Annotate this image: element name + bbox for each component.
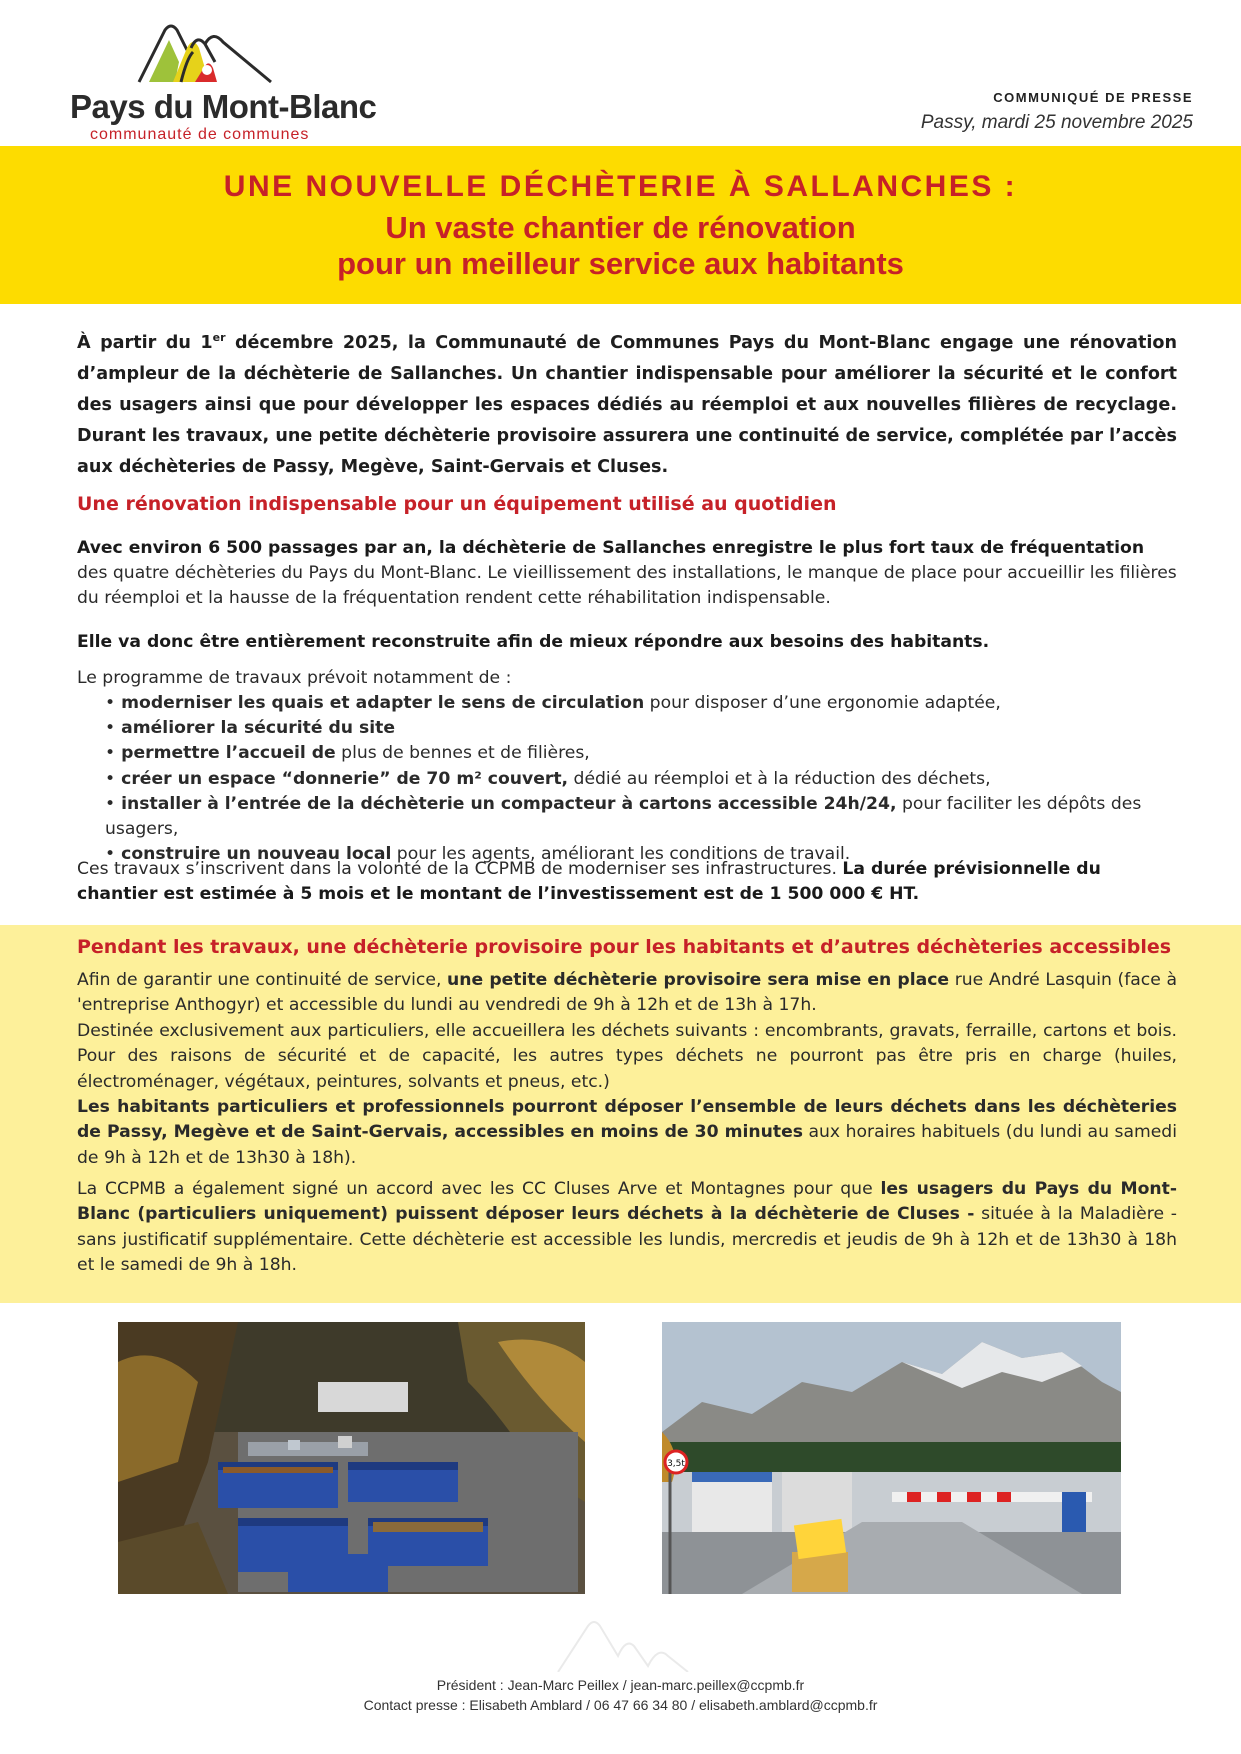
press-release-label: COMMUNIQUÉ DE PRESSE (993, 90, 1193, 105)
subtitle-line-1: Un vaste chantier de rénovation (385, 210, 856, 245)
subtitle-line-2: pour un meilleur service aux habitants (337, 246, 904, 281)
section-heading-temporary: Pendant les travaux, une déchèterie provisoire pour les habitants et d’autres déchèteries accessibles (77, 936, 1172, 958)
logo (70, 22, 377, 143)
list-item: • améliorer la sécurité du site (105, 716, 1195, 741)
works-list (105, 691, 1195, 867)
paragraph-reconstruction: Elle va donc être entièrement reconstruite afin de mieux répondre aux besoins des habitants. (77, 632, 990, 652)
main-title: UNE NOUVELLE DÉCHÈTERIE À SALLANCHES : (223, 170, 1018, 203)
list-item: • créer un espace “donnerie” de 70 m² couvert, dédié au réemploi et à la réduction des déchets, (105, 767, 1195, 792)
photo-site-entrance (662, 1322, 1121, 1594)
list-item: • moderniser les quais et adapter le sens de circulation pour disposer d’une ergonomie adaptée, (105, 691, 1195, 716)
paragraph-cluses-agreement: La CCPMB a également signé un accord avec les CC Cluses Arve et Montagnes pour que les usagers du Pays du Mont-Blanc (particuliers uniquement) puissent déposer leurs déchets à la déchèterie de Cluses - située à la Maladière - sans justificatif supplémentaire. Cette déchèterie est accessible les lundis, mercredis et jeudis de 9h à 12h et de 13h30 à 18h et le samedi de 9h à 18h. (77, 1179, 1178, 1276)
photo-waste-site-aerial (118, 1322, 585, 1594)
weight-limit-sign: 3,5t (667, 1459, 685, 1469)
section-heading-renovation: Une rénovation indispensable pour un équipement utilisé au quotidien (77, 493, 837, 515)
footer-president: Président : Jean-Marc Peillex / jean-marc.peillex@ccpmb.fr (436, 1677, 805, 1693)
list-item: • installer à l’entrée de la déchèterie un compacteur à cartons accessible 24h/24, pour faciliter les dépôts des usagers, (105, 792, 1195, 842)
logo-subtitle: communauté de communes (90, 126, 310, 143)
paragraph-programme-intro: Le programme de travaux prévoit notamment de : (77, 668, 512, 688)
watermark-mountains-icon (548, 1616, 698, 1672)
logo-name: Pays du Mont-Blanc (70, 88, 377, 125)
list-item: • permettre l’accueil de plus de bennes et de filières, (105, 741, 1195, 766)
title-banner (0, 146, 1241, 304)
paragraph-budget: Ces travaux s’inscrivent dans la volonté de la CCPMB de moderniser ses infrastructures. La durée prévisionnelle du chantier est estimée à 5 mois et le montant de l’investissement est de 1 500 000 € HT. (77, 859, 1101, 904)
footer-press-contact: Contact presse : Elisabeth Amblard / 06 47 66 34 80 / elisabeth.amblard@ccpmb.fr (363, 1697, 878, 1713)
paragraph-temporary-site: Afin de garantir une continuité de service, une petite déchèterie provisoire sera mise en place rue André Lasquin (face à 'entreprise Anthogyr) et accessible du lundi au vendredi de 9h à 12h et de 13h à 17h. Destinée exclusivement aux particuliers, elle accueillera les déchets suivants : encombrants, gravats, ferraille, cartons et bois. Pour des raisons de sécurité et de capacité, les autres types déchets ne pourront pas être pris en charge (huiles, électroménager, végétaux, peintures, solvants et pneus, etc.) Les habitants particuliers et professionnels pourront déposer l’ensemble de leurs déchets dans les déchèteries de Passy, Megève et de Saint-Gervais, accessibles en moins de 30 minutes aux horaires habituels (du lundi au samedi de 9h à 12h et de 13h30 à 18h). (77, 970, 1177, 1168)
intro-paragraph: À partir du 1er décembre 2025, la Communauté de Communes Pays du Mont-Blanc engage une rénovation d’ampleur de la déchèterie de Sallanches. Un chantier indispensable pour améliorer la sécurité et le confort des usagers ainsi que pour développer les espaces dédiés au réemploi et aux nouvelles filières de recyclage. Durant les travaux, une petite déchèterie provisoire assurera une continuité de service, complétée par l’accès aux déchèteries de Passy, Megève, Saint-Gervais et Cluses. (77, 331, 1177, 477)
press-date: Passy, mardi 25 novembre 2025 (920, 112, 1193, 133)
mountains-logo-icon (135, 22, 275, 84)
list-item: • construire un nouveau local pour les agents, améliorant les conditions de travail. (105, 842, 1195, 867)
paragraph-frequentation: Avec environ 6 500 passages par an, la déchèterie de Sallanches enregistre le plus fort taux de fréquentation des quatre déchèteries du Pays du Mont-Blanc. Le vieillissement des installations, le manque de place pour accueillir les filières du réemploi et la hausse de la fréquentation rendent cette réhabilitation indispensable. (77, 538, 1177, 608)
